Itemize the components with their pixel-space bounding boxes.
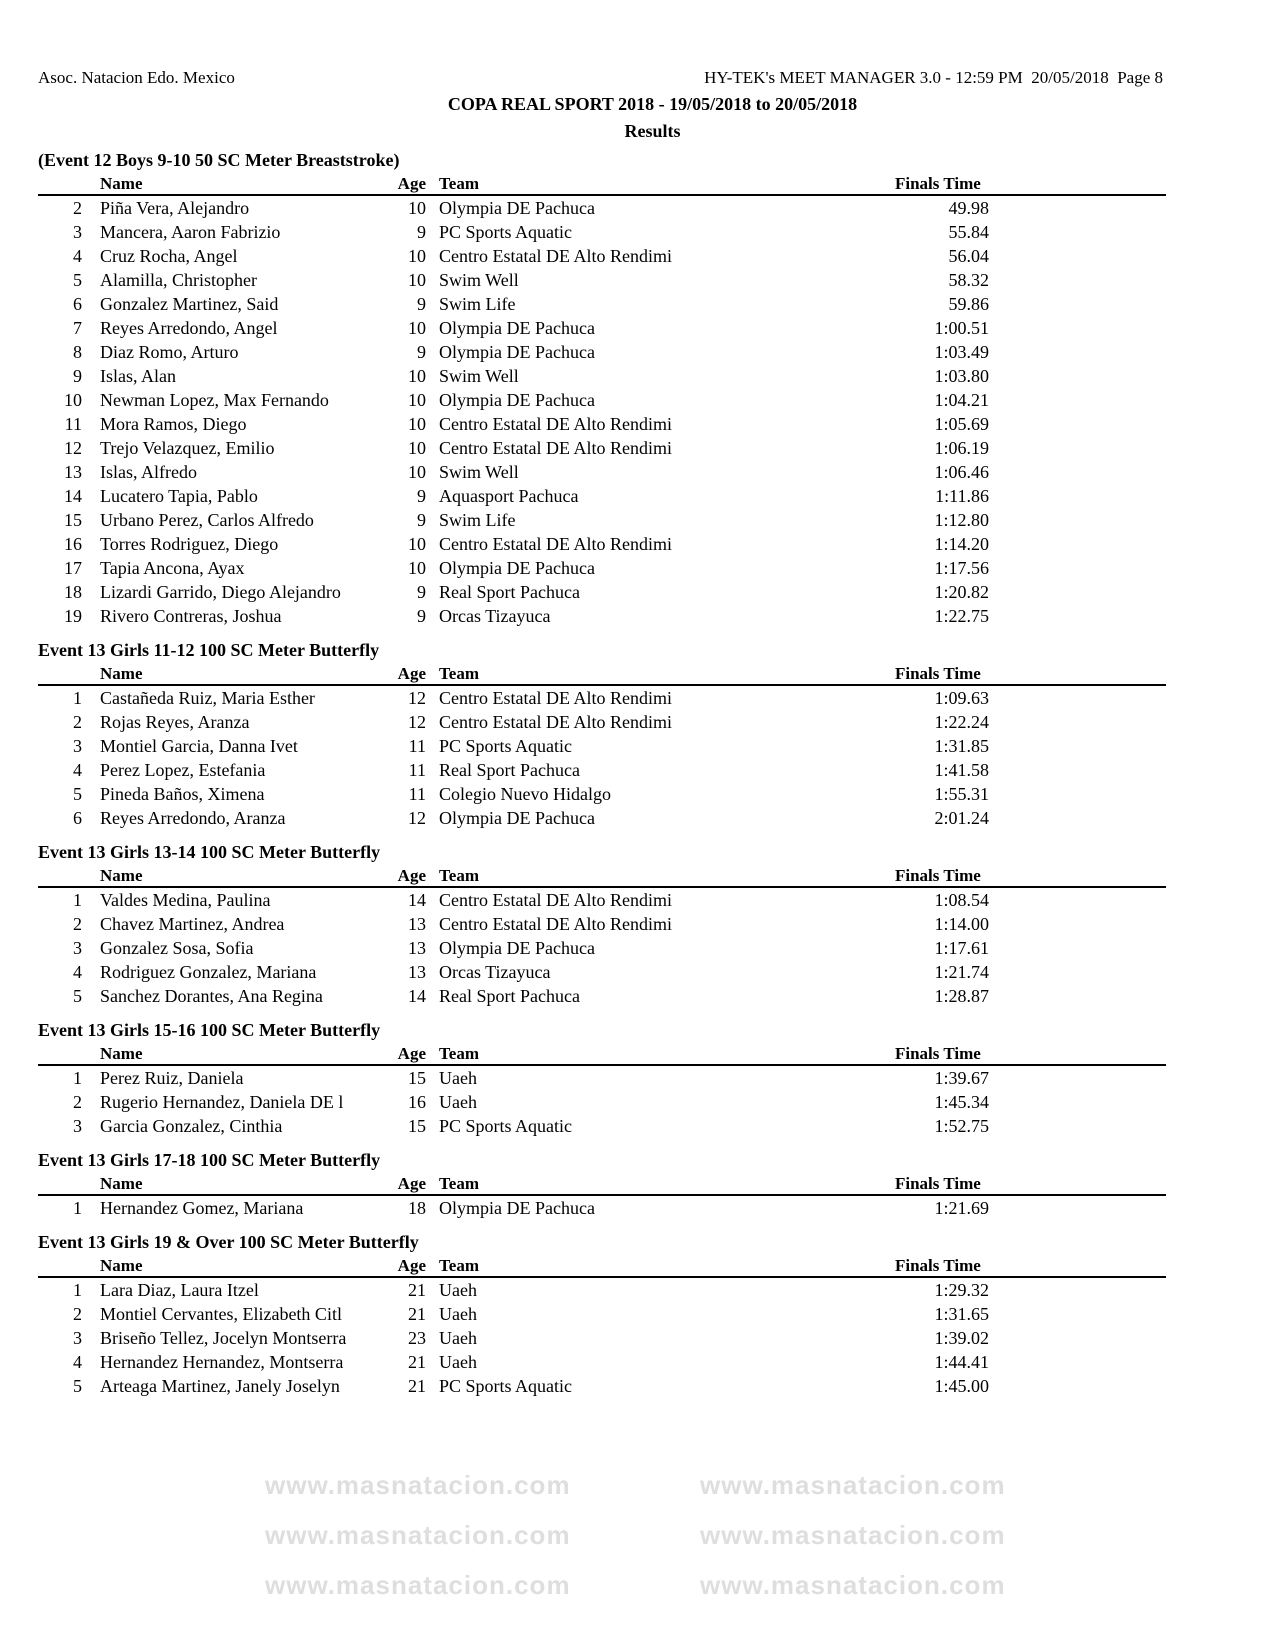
age: 12 [408,712,426,732]
swimmer-name: Lara Diaz, Laura Itzel [100,1280,259,1300]
results-subtitle: Results [624,121,681,141]
event-section [38,1018,1166,1138]
finals-time: 1:28.87 [934,986,989,1006]
place: 4 [73,962,82,982]
swimmer-name: Islas, Alan [100,366,176,386]
finals-time: 1:21.69 [934,1198,989,1218]
swimmer-name: Torres Rodriguez, Diego [100,534,279,554]
table-row [38,604,1166,628]
age: 12 [408,808,426,828]
table-row [38,782,1166,806]
finals-time: 1:05.69 [934,414,989,434]
swimmer-name: Perez Lopez, Estefania [100,760,266,780]
swimmer-name: Valdes Medina, Paulina [100,890,271,910]
finals-time: 1:52.75 [934,1116,989,1136]
finals-time: 1:14.20 [934,534,989,554]
age: 10 [408,438,426,458]
team: Real Sport Pachuca [439,986,580,1006]
column-header [38,1172,1166,1196]
time-header: Finals Time [895,1174,981,1193]
age: 10 [408,318,426,338]
age-header: Age [397,1044,426,1063]
age: 16 [408,1092,426,1112]
event-section [38,638,1166,830]
age: 12 [408,688,426,708]
team-header: Team [439,174,479,193]
team: Olympia DE Pachuca [439,342,595,362]
place: 12 [64,438,82,458]
place: 3 [73,1116,82,1136]
team: Orcas Tizayuca [439,606,551,626]
team: Swim Life [439,510,516,530]
finals-time: 1:22.24 [934,712,989,732]
team: Olympia DE Pachuca [439,390,595,410]
team: Real Sport Pachuca [439,582,580,602]
age: 10 [408,414,426,434]
swimmer-name: Cruz Rocha, Angel [100,246,238,266]
swimmer-name: Trejo Velazquez, Emilio [100,438,275,458]
place: 13 [64,462,82,482]
team: Centro Estatal DE Alto Rendimi [439,688,672,708]
table-row [38,1302,1166,1326]
place: 9 [73,366,82,386]
event-section [38,1148,1166,1220]
organization-name: Asoc. Natacion Edo. Mexico [38,68,235,87]
swimmer-name: Reyes Arredondo, Aranza [100,808,286,828]
age-header: Age [397,174,426,193]
place: 1 [73,688,82,708]
place: 6 [73,808,82,828]
age: 10 [408,390,426,410]
age: 10 [408,534,426,554]
place: 15 [64,510,82,530]
swimmer-name: Diaz Romo, Arturo [100,342,239,362]
table-row [38,1326,1166,1350]
team: Centro Estatal DE Alto Rendimi [439,414,672,434]
name-header: Name [100,174,143,193]
team: PC Sports Aquatic [439,1116,573,1136]
age: 10 [408,198,426,218]
table-row [38,484,1166,508]
event-title: Event 13 Girls 19 & Over 100 SC Meter Butterfly [38,1232,419,1252]
swimmer-name: Rivero Contreras, Joshua [100,606,282,626]
place: 1 [73,1198,82,1218]
age: 18 [408,1198,426,1218]
table-row [38,960,1166,984]
finals-time: 55.84 [948,222,989,242]
age: 10 [408,462,426,482]
swimmer-name: Islas, Alfredo [100,462,197,482]
team: Uaeh [439,1280,477,1300]
place: 1 [73,1068,82,1088]
table-row [38,1090,1166,1114]
finals-time: 58.32 [948,270,989,290]
team: Olympia DE Pachuca [439,558,595,578]
finals-time: 1:44.41 [934,1352,989,1372]
table-row [38,436,1166,460]
table-row [38,984,1166,1008]
finals-time: 1:04.21 [934,390,989,410]
finals-time: 1:31.65 [934,1304,989,1324]
team: Uaeh [439,1304,477,1324]
event-section [38,840,1166,1008]
age: 9 [417,342,426,362]
team: PC Sports Aquatic [439,1376,573,1396]
column-header [38,172,1166,196]
age: 21 [408,1280,426,1300]
place: 18 [64,582,82,602]
swimmer-name: Castañeda Ruiz, Maria Esther [100,688,315,708]
swimmer-name: Urbano Perez, Carlos Alfredo [100,510,314,530]
table-row [38,508,1166,532]
swimmer-name: Alamilla, Christopher [100,270,257,290]
table-row [38,1350,1166,1374]
team-header: Team [439,1174,479,1193]
finals-time: 1:03.49 [934,342,989,362]
event-title: Event 13 Girls 17-18 100 SC Meter Butterfly [38,1150,381,1170]
swimmer-name: Rojas Reyes, Aranza [100,712,250,732]
team: Orcas Tizayuca [439,962,551,982]
age: 14 [408,890,426,910]
age: 21 [408,1304,426,1324]
finals-time: 1:14.00 [934,914,989,934]
team: Uaeh [439,1352,477,1372]
swimmer-name: Tapia Ancona, Ayax [100,558,245,578]
place: 5 [73,270,82,290]
team: Swim Life [439,294,516,314]
table-row [38,340,1166,364]
table-row [38,388,1166,412]
finals-time: 1:22.75 [934,606,989,626]
place: 3 [73,222,82,242]
swimmer-name: Lizardi Garrido, Diego Alejandro [100,582,341,602]
place: 2 [73,198,82,218]
finals-time: 1:12.80 [934,510,989,530]
age: 14 [408,986,426,1006]
table-row [38,412,1166,436]
event-title: (Event 12 Boys 9-10 50 SC Meter Breaststroke) [38,150,400,170]
swimmer-name: Montiel Cervantes, Elizabeth Citl [100,1304,342,1324]
team: Swim Well [439,366,519,386]
table-row [38,936,1166,960]
finals-time: 1:06.19 [934,438,989,458]
finals-time: 1:39.67 [934,1068,989,1088]
finals-time: 1:06.46 [934,462,989,482]
swimmer-name: Montiel Garcia, Danna Ivet [100,736,298,756]
table-row [38,1114,1166,1138]
event-title: Event 13 Girls 15-16 100 SC Meter Butterfly [38,1020,381,1040]
table-row [38,1066,1166,1090]
age: 9 [417,582,426,602]
table-row [38,292,1166,316]
place: 10 [64,390,82,410]
time-header: Finals Time [895,1044,981,1063]
table-row [38,1278,1166,1302]
age: 11 [408,760,426,780]
table-row [38,244,1166,268]
team-header: Team [439,866,479,885]
team: PC Sports Aquatic [439,736,573,756]
age: 9 [417,222,426,242]
finals-time: 1:41.58 [934,760,989,780]
finals-time: 56.04 [948,246,989,266]
finals-time: 1:08.54 [934,890,989,910]
age: 13 [408,938,426,958]
place: 5 [73,784,82,804]
team: Real Sport Pachuca [439,760,580,780]
team-header: Team [439,1044,479,1063]
place: 8 [73,342,82,362]
age-header: Age [397,1256,426,1275]
column-header [38,1254,1166,1278]
team: Centro Estatal DE Alto Rendimi [439,914,672,934]
finals-time: 1:45.34 [934,1092,989,1112]
place: 17 [64,558,82,578]
table-row [38,580,1166,604]
swimmer-name: Rodriguez Gonzalez, Mariana [100,962,317,982]
place: 14 [64,486,82,506]
swimmer-name: Hernandez Gomez, Mariana [100,1198,304,1218]
swimmer-name: Perez Ruiz, Daniela [100,1068,244,1088]
team: Uaeh [439,1068,477,1088]
team: Olympia DE Pachuca [439,318,595,338]
place: 3 [73,1328,82,1348]
place: 5 [73,1376,82,1396]
age: 13 [408,914,426,934]
swimmer-name: Mora Ramos, Diego [100,414,247,434]
watermark: www.masnatacion.com [265,1520,571,1550]
age: 9 [417,486,426,506]
watermark: www.masnatacion.com [700,1520,1006,1550]
software-info: HY-TEK's MEET MANAGER 3.0 - 12:59 PM 20/05/2018 Page 8 [704,68,1163,87]
finals-time: 1:39.02 [934,1328,989,1348]
swimmer-name: Rugerio Hernandez, Daniela DE l [100,1092,344,1112]
table-row [38,686,1166,710]
finals-time: 1:09.63 [934,688,989,708]
table-row [38,316,1166,340]
swimmer-name: Briseño Tellez, Jocelyn Montserra [100,1328,347,1348]
swimmer-name: Hernandez Hernandez, Montserra [100,1352,344,1372]
finals-time: 1:21.74 [934,962,989,982]
finals-time: 1:31.85 [934,736,989,756]
time-header: Finals Time [895,174,981,193]
team: Olympia DE Pachuca [439,198,595,218]
column-header [38,662,1166,686]
column-header [38,1042,1166,1066]
age: 10 [408,270,426,290]
place: 3 [73,938,82,958]
team: Uaeh [439,1328,477,1348]
finals-time: 1:45.00 [934,1376,989,1396]
time-header: Finals Time [895,866,981,885]
team: Centro Estatal DE Alto Rendimi [439,534,672,554]
table-row [38,220,1166,244]
age: 15 [408,1068,426,1088]
watermark: www.masnatacion.com [265,1570,571,1600]
team: Swim Well [439,270,519,290]
table-row [38,912,1166,936]
age: 23 [408,1328,426,1348]
event-section [38,1230,1166,1398]
swimmer-name: Garcia Gonzalez, Cinthia [100,1116,283,1136]
swimmer-name: Arteaga Martinez, Janely Joselyn [100,1376,340,1396]
finals-time: 1:17.56 [934,558,989,578]
table-row [38,460,1166,484]
team: PC Sports Aquatic [439,222,573,242]
swimmer-name: Sanchez Dorantes, Ana Regina [100,986,323,1006]
time-header: Finals Time [895,664,981,683]
column-header [38,864,1166,888]
place: 2 [73,914,82,934]
table-row [38,556,1166,580]
age: 9 [417,294,426,314]
age-header: Age [397,1174,426,1193]
finals-time: 1:00.51 [934,318,989,338]
swimmer-name: Lucatero Tapia, Pablo [100,486,258,506]
place: 6 [73,294,82,314]
table-row [38,268,1166,292]
team: Centro Estatal DE Alto Rendimi [439,712,672,732]
finals-time: 49.98 [948,198,989,218]
place: 11 [64,414,82,434]
team: Olympia DE Pachuca [439,808,595,828]
time-header: Finals Time [895,1256,981,1275]
table-row [38,806,1166,830]
age: 11 [408,736,426,756]
place: 1 [73,890,82,910]
age: 9 [417,510,426,530]
age: 13 [408,962,426,982]
place: 5 [73,986,82,1006]
age: 21 [408,1352,426,1372]
team: Uaeh [439,1092,477,1112]
swimmer-name: Newman Lopez, Max Fernando [100,390,329,410]
swimmer-name: Gonzalez Martinez, Said [100,294,279,314]
table-row [38,196,1166,220]
age: 10 [408,246,426,266]
finals-time: 2:01.24 [934,808,989,828]
place: 2 [73,1304,82,1324]
place: 2 [73,712,82,732]
place: 7 [73,318,82,338]
table-row [38,734,1166,758]
finals-time: 1:11.86 [935,486,989,506]
swimmer-name: Chavez Martinez, Andrea [100,914,285,934]
place: 16 [64,534,82,554]
event-title: Event 13 Girls 13-14 100 SC Meter Butterfly [38,842,381,862]
table-row [38,532,1166,556]
age: 10 [408,558,426,578]
swimmer-name: Piña Vera, Alejandro [100,198,250,218]
team: Centro Estatal DE Alto Rendimi [439,438,672,458]
watermark: www.masnatacion.com [265,1470,571,1500]
finals-time: 1:55.31 [934,784,989,804]
table-row [38,710,1166,734]
place: 4 [73,760,82,780]
team-header: Team [439,664,479,683]
name-header: Name [100,1256,143,1275]
team: Aquasport Pachuca [439,486,579,506]
name-header: Name [100,1044,143,1063]
age: 15 [408,1116,426,1136]
age-header: Age [397,664,426,683]
finals-time: 1:20.82 [934,582,989,602]
finals-time: 59.86 [948,294,989,314]
event-section [38,148,1166,628]
place: 2 [73,1092,82,1112]
age-header: Age [397,866,426,885]
finals-time: 1:17.61 [934,938,989,958]
place: 1 [73,1280,82,1300]
team: Olympia DE Pachuca [439,1198,595,1218]
team-header: Team [439,1256,479,1275]
finals-time: 1:29.32 [934,1280,989,1300]
age: 10 [408,366,426,386]
event-title: Event 13 Girls 11-12 100 SC Meter Butterfly [38,640,380,660]
team: Centro Estatal DE Alto Rendimi [439,246,672,266]
age: 21 [408,1376,426,1396]
table-row [38,888,1166,912]
watermark: www.masnatacion.com [700,1470,1006,1500]
place: 19 [64,606,82,626]
name-header: Name [100,866,143,885]
swimmer-name: Reyes Arredondo, Angel [100,318,278,338]
table-row [38,1196,1166,1220]
swimmer-name: Gonzalez Sosa, Sofia [100,938,254,958]
name-header: Name [100,1174,143,1193]
watermark: www.masnatacion.com [700,1570,1006,1600]
swimmer-name: Mancera, Aaron Fabrizio [100,222,281,242]
name-header: Name [100,664,143,683]
results-list [38,148,1166,1408]
place: 4 [73,1352,82,1372]
table-row [38,758,1166,782]
table-row [38,1374,1166,1398]
swimmer-name: Pineda Baños, Ximena [100,784,265,804]
place: 4 [73,246,82,266]
table-row [38,364,1166,388]
meet-title: COPA REAL SPORT 2018 - 19/05/2018 to 20/05/2018 [447,94,858,114]
team: Centro Estatal DE Alto Rendimi [439,890,672,910]
age: 9 [417,606,426,626]
team: Swim Well [439,462,519,482]
age: 11 [408,784,426,804]
place: 3 [73,736,82,756]
finals-time: 1:03.80 [934,366,989,386]
team: Colegio Nuevo Hidalgo [439,784,611,804]
team: Olympia DE Pachuca [439,938,595,958]
